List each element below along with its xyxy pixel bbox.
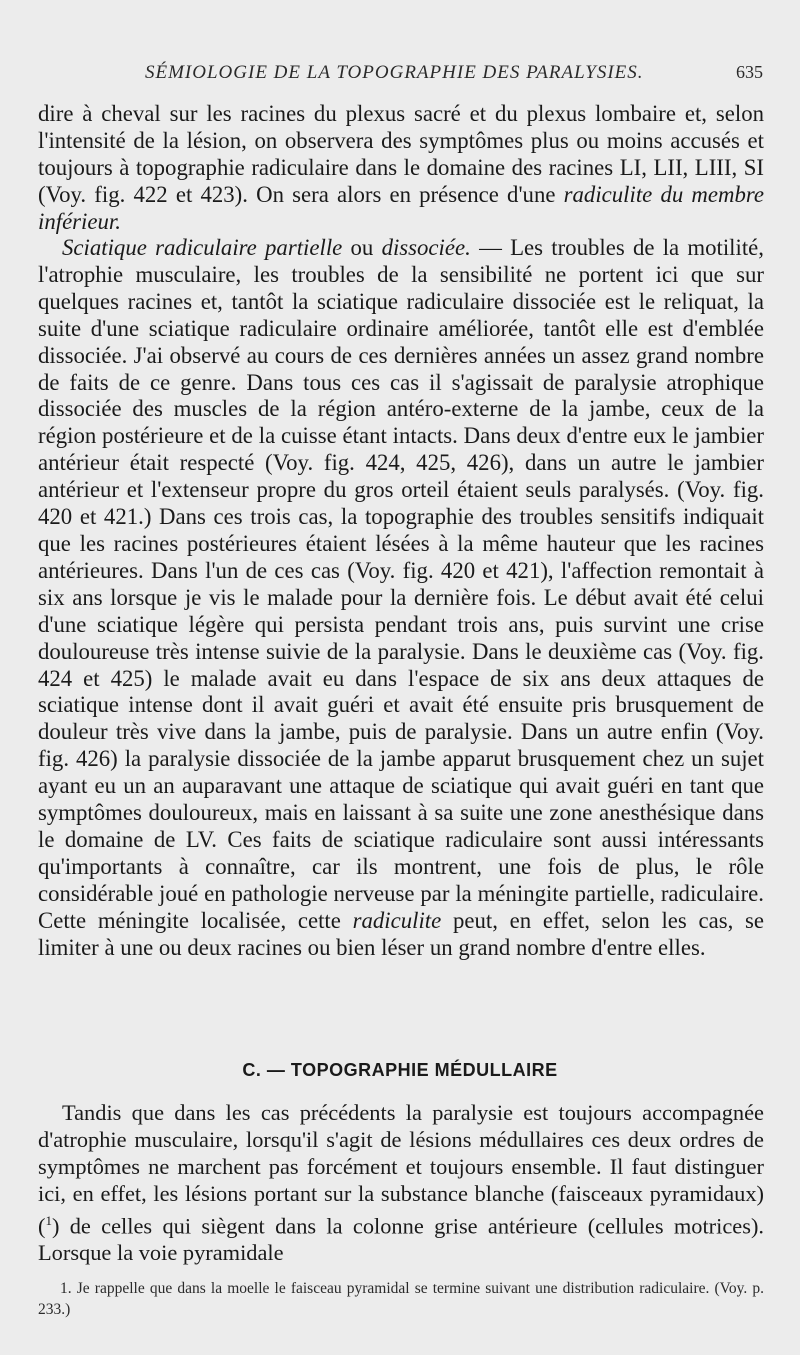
paragraph-1: [38, 101, 764, 236]
p2-italic-end: radiculite: [352, 907, 442, 933]
footnote: [38, 1278, 764, 1320]
running-title: SÉMIOLOGIE DE LA TOPOGRAPHIE DES PARALYSIES.: [145, 62, 644, 83]
paragraph-3: [38, 1100, 764, 1267]
p1-text-a: dire à cheval sur les racines du plexus sacré et du plexus lombaire et, selon l'intensité de la lésion, on observera des symptômes plus ou moins accusés et toujours à topographie radiculaire dans le domaine des racines: [38, 101, 764, 180]
p1-italic: radiculite du membre inférieur.: [38, 181, 765, 234]
p2-body-3: peut, en effet, selon les cas, se limiter à une ou deux racines ou bien léser un grand nombre d'entre elles.: [38, 907, 764, 960]
footnote-text: 1. Je rappelle que dans la moelle le faisceau pyramidal se termine suivant une distribution radiculaire. (Voy. p. 233.): [38, 1280, 764, 1318]
p1-roots: LI, LII, LIII, SI: [619, 154, 764, 180]
p3-text-2: ) de celles qui siègent dans la colonne grise antérieure (cellules motrices). Lorsque la voie pyramidale: [38, 1213, 764, 1265]
page-header: [0, 62, 800, 92]
footnote-ref[interactable]: 1: [45, 1212, 52, 1228]
paragraph-2: [38, 235, 764, 961]
p2-lead-italic-2: dissociée.: [381, 235, 471, 260]
page-number: 635: [736, 62, 763, 82]
section-heading: [0, 1057, 800, 1084]
p2-body: — Les troubles de la motilité, l'atrophie musculaire, les troubles de la sensibilité ne portent ici que sur quelques racines et, tantôt la sciatique radiculaire dissociée est le reliquat, la suite d'une sciatique radiculaire ordinaire améliorée, tantôt elle est d'emblée dissociée. J'ai observé au cours de ces dernières années un assez grand nombre de faits de ce genre. Dans tous ces cas il s'agissait de paralysie atrophique dissociée des muscles de la région antéro-externe de la jambe, ceux de la région postérieure et de la cuisse étant intacts. Dans deux d'entre eux le jambier antérieur était respecté (Voy. fig. 424, 425, 426), dans un autre le jambier antérieur et l'extenseur propre du gros orteil étaient seuls paralysés. (Voy. fig. 420 et 421.) Dans ces trois cas, la topographie des troubles sensitifs indiquait que les racines postérieures étaient lésées à la même hauteur que les racines antérieures. Dans l'un de ces cas (Voy. fig. 420 et 421), l'affection remontait à six ans lorsque je vis le malade pour la dernière fois. Le début avait été celui d'une sciatique légère qui persista pendant trois ans, puis survint une crise douloureuse très intense suivie de la paralysie. Dans le deuxième cas (Voy. fig. 424 et 425) le malade avait eu dans l'espace de six ans deux attaques de sciatique intense dont il avait guéri et avait été ensuite pris brusquement de douleur très vive dans la jambe, puis de paralysie. Dans un autre enfin (Voy. fig. 426) la paralysie dissociée de la jambe apparut brusquement chez un sujet ayant eu un an auparavant une attaque de sciatique qui avait guéri en tant que symptômes douloureux, mais en laissant à sa suite une zone anesthésique dans le domaine de: [38, 235, 764, 852]
p2-ou: ou: [342, 235, 382, 260]
p2-root: LV: [185, 826, 212, 852]
p3-text: Tandis que dans les cas précédents la paralysie est toujours accompagnée d'atrophie musculaire, lorsqu'il s'agit de lésions médullaires ces deux ordres de symptômes ne marchent pas forcément et toujours ensemble. Il faut distinguer ici, en effet, les lésions portant sur la substance blanche (faisceaux pyramidaux) (: [38, 1100, 764, 1239]
p2-lead-italic: Sciatique radiculaire partielle: [62, 235, 343, 260]
p2-body-2: . Ces faits de sciatique radiculaire sont aussi intéressants qu'importants à connaître, car ils montrent, une fois de plus, le rôle considérable joué en pathologie nerveuse par la méningite partielle, radiculaire. Cette méningite localisée, cette: [38, 826, 764, 933]
section-heading-text: C. — TOPOGRAPHIE MÉDULLAIRE: [242, 1060, 558, 1080]
p1-text-b: (Voy. fig. 422 et 423). On sera alors en présence d'une: [38, 181, 564, 207]
